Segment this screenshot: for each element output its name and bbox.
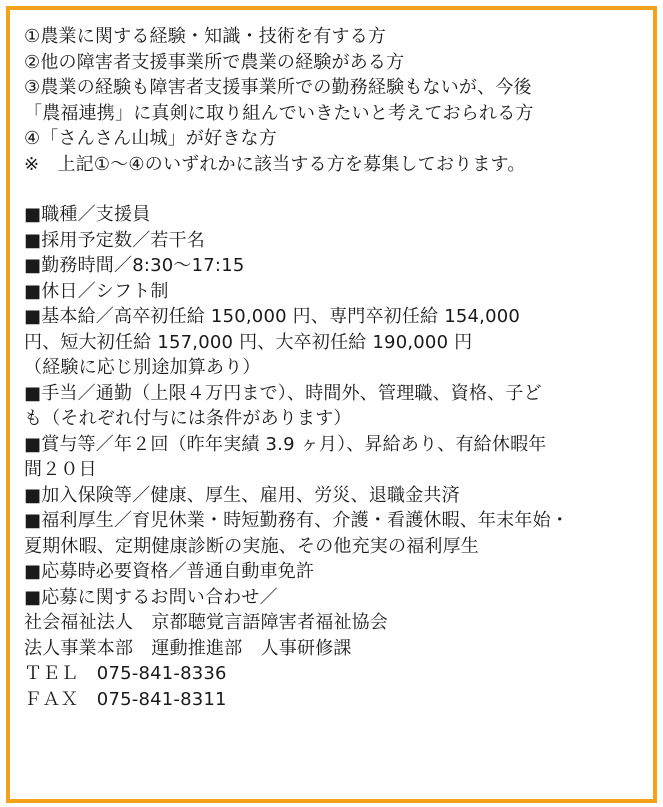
intro-line-5: ④「さんさん山城」が好きな方 <box>24 128 277 149</box>
intro-line-6: ※ 上記①～④のいずれかに該当する方を募集しております。 <box>24 153 526 175</box>
detail-insurance: ■加入保険等／健康、厚生、雇用、労災、退職金共済 <box>24 484 460 506</box>
intro-line-4: 「農福連携」に真剣に取り組んでいきたいと考えておられる方 <box>24 102 534 124</box>
detail-base-salary-3: （経験に応じ別途加算あり） <box>24 357 261 378</box>
detail-welfare-1: ■福利厚生／育児休業・時短勤務有、介護・看護休暇、年末年始・ <box>24 510 570 531</box>
detail-working-hours: ■勤務時間／8:30～17:15 <box>24 255 245 276</box>
detail-bonus-2: 間２０日 <box>24 459 97 480</box>
detail-job-type: ■職種／支援員 <box>24 204 151 225</box>
detail-holidays: ■休日／シフト制 <box>24 280 169 302</box>
detail-tel: ＴＥＬ 075-841-8336 <box>24 663 227 684</box>
notice-content <box>24 24 643 712</box>
intro-line-2: ②他の障害者支援事業所で農業の経験がある方 <box>24 51 405 73</box>
detail-bonus-1: ■賞与等／年２回（昨年実績 3.9 ヶ月）、昇給あり、有給休暇年 <box>24 433 547 455</box>
detail-fax: ＦＡＸ 075-841-8311 <box>24 688 227 710</box>
detail-inquiry-heading: ■応募に関するお問い合わせ／ <box>24 586 278 608</box>
detail-allowances-1: ■手当／通勤（上限４万円まで）、時間外、管理職、資格、子ど <box>24 382 542 404</box>
detail-organization: 社会福祉法人 京都聴覚言語障害者福祉協会 <box>24 612 388 633</box>
detail-welfare-2: 夏期休暇、定期健康診断の実施、その他充実の福利厚生 <box>24 535 479 557</box>
detail-base-salary-2: 円、短大初任給 157,000 円、大卒初任給 190,000 円 <box>24 331 473 353</box>
intro-line-3: ③農業の経験も障害者支援事業所での勤務経験もないが、今後 <box>24 77 532 98</box>
detail-base-salary-1: ■基本給／高卒初任給 150,000 円、専門卒初任給 154,000 <box>24 306 521 327</box>
detail-department: 法人事業本部 運動推進部 人事研修課 <box>24 637 352 659</box>
detail-openings: ■採用予定数／若干名 <box>24 229 206 251</box>
intro-line-1: ①農業に関する経験・知識・技術を有する方 <box>24 26 387 47</box>
detail-qualifications: ■応募時必要資格／普通自動車免許 <box>24 561 315 582</box>
recruitment-notice-box <box>6 6 657 803</box>
spacer <box>24 177 643 202</box>
detail-allowances-2: も（それぞれ付与には条件があります） <box>24 408 352 429</box>
